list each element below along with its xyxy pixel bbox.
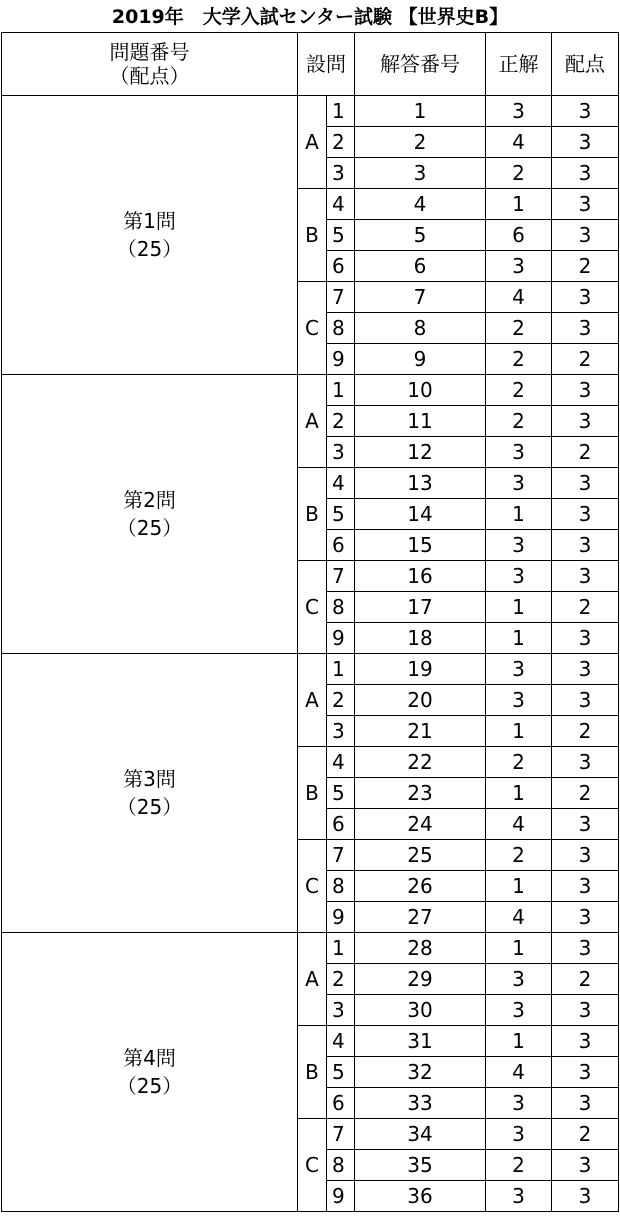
section-letter-cell: B <box>298 1026 327 1119</box>
points-cell: 3 <box>552 933 619 964</box>
answer-number-cell: 6 <box>355 251 486 282</box>
points-cell: 2 <box>552 1119 619 1150</box>
correct-answer-cell: 3 <box>486 468 552 499</box>
answer-number-cell: 14 <box>355 499 486 530</box>
header-correct: 正解 <box>486 33 552 96</box>
table-row <box>2 375 619 406</box>
sub-question-number-cell: 7 <box>327 561 355 592</box>
section-letter-cell: A <box>298 375 327 468</box>
correct-answer-cell: 4 <box>486 809 552 840</box>
points-cell: 3 <box>552 902 619 933</box>
correct-answer-cell: 3 <box>486 995 552 1026</box>
header-question-number <box>2 33 298 96</box>
points-cell: 3 <box>552 871 619 902</box>
answer-number-cell: 36 <box>355 1181 486 1212</box>
question-group-cell <box>2 654 298 933</box>
header-points: 配点 <box>552 33 619 96</box>
points-cell: 2 <box>552 592 619 623</box>
sub-question-number-cell: 1 <box>327 933 355 964</box>
sub-question-number-cell: 6 <box>327 530 355 561</box>
question-group-label: 第2問 <box>123 488 176 512</box>
correct-answer-cell: 3 <box>486 1119 552 1150</box>
points-cell: 3 <box>552 406 619 437</box>
points-cell: 3 <box>552 468 619 499</box>
points-cell: 3 <box>552 809 619 840</box>
correct-answer-cell: 4 <box>486 902 552 933</box>
points-cell: 3 <box>552 158 619 189</box>
points-cell: 3 <box>552 313 619 344</box>
answer-number-cell: 28 <box>355 933 486 964</box>
sub-question-number-cell: 3 <box>327 158 355 189</box>
answer-number-cell: 5 <box>355 220 486 251</box>
sub-question-number-cell: 2 <box>327 685 355 716</box>
section-letter-cell: C <box>298 840 327 933</box>
correct-answer-cell: 1 <box>486 499 552 530</box>
correct-answer-cell: 2 <box>486 840 552 871</box>
answer-number-cell: 18 <box>355 623 486 654</box>
sub-question-number-cell: 4 <box>327 1026 355 1057</box>
correct-answer-cell: 3 <box>486 1181 552 1212</box>
answer-number-cell: 13 <box>355 468 486 499</box>
header-row <box>2 33 619 96</box>
question-group-label: 第1問 <box>123 209 176 233</box>
answer-number-cell: 25 <box>355 840 486 871</box>
section-letter-cell: C <box>298 561 327 654</box>
section-letter-cell: A <box>298 933 327 1026</box>
header-question-number-label: 問題番号 <box>109 40 190 64</box>
points-cell: 3 <box>552 220 619 251</box>
correct-answer-cell: 2 <box>486 747 552 778</box>
correct-answer-cell: 2 <box>486 158 552 189</box>
sub-question-number-cell: 7 <box>327 282 355 313</box>
points-cell: 3 <box>552 561 619 592</box>
sub-question-number-cell: 3 <box>327 716 355 747</box>
sub-question-number-cell: 9 <box>327 623 355 654</box>
sub-question-number-cell: 1 <box>327 375 355 406</box>
points-cell: 3 <box>552 127 619 158</box>
points-cell: 3 <box>552 840 619 871</box>
answer-number-cell: 10 <box>355 375 486 406</box>
correct-answer-cell: 3 <box>486 654 552 685</box>
answer-number-cell: 30 <box>355 995 486 1026</box>
question-group-cell <box>2 375 298 654</box>
points-cell: 2 <box>552 251 619 282</box>
sub-question-number-cell: 9 <box>327 1181 355 1212</box>
answer-number-cell: 4 <box>355 189 486 220</box>
correct-answer-cell: 1 <box>486 778 552 809</box>
points-cell: 3 <box>552 747 619 778</box>
answer-number-cell: 26 <box>355 871 486 902</box>
answer-number-cell: 17 <box>355 592 486 623</box>
answer-number-cell: 21 <box>355 716 486 747</box>
correct-answer-cell: 3 <box>486 530 552 561</box>
sub-question-number-cell: 4 <box>327 468 355 499</box>
correct-answer-cell: 4 <box>486 282 552 313</box>
answer-number-cell: 20 <box>355 685 486 716</box>
answer-number-cell: 32 <box>355 1057 486 1088</box>
question-group-cell <box>2 96 298 375</box>
correct-answer-cell: 1 <box>486 933 552 964</box>
correct-answer-cell: 4 <box>486 127 552 158</box>
table-row <box>2 933 619 964</box>
sub-question-number-cell: 3 <box>327 437 355 468</box>
points-cell: 3 <box>552 96 619 127</box>
points-cell: 2 <box>552 344 619 375</box>
points-cell: 3 <box>552 1026 619 1057</box>
points-cell: 2 <box>552 964 619 995</box>
answer-number-cell: 16 <box>355 561 486 592</box>
answer-number-cell: 9 <box>355 344 486 375</box>
points-cell: 2 <box>552 716 619 747</box>
correct-answer-cell: 3 <box>486 685 552 716</box>
answer-number-cell: 15 <box>355 530 486 561</box>
answer-number-cell: 35 <box>355 1150 486 1181</box>
answer-number-cell: 31 <box>355 1026 486 1057</box>
sub-question-number-cell: 5 <box>327 1057 355 1088</box>
points-cell: 3 <box>552 189 619 220</box>
correct-answer-cell: 3 <box>486 561 552 592</box>
answer-number-cell: 29 <box>355 964 486 995</box>
sub-question-number-cell: 9 <box>327 344 355 375</box>
correct-answer-cell: 1 <box>486 189 552 220</box>
sub-question-number-cell: 5 <box>327 220 355 251</box>
sub-question-number-cell: 6 <box>327 251 355 282</box>
header-answer-number: 解答番号 <box>355 33 486 96</box>
answer-number-cell: 1 <box>355 96 486 127</box>
section-letter-cell: B <box>298 189 327 282</box>
answer-number-cell: 2 <box>355 127 486 158</box>
sub-question-number-cell: 1 <box>327 96 355 127</box>
points-cell: 2 <box>552 778 619 809</box>
question-group-label: 第3問 <box>123 767 176 791</box>
answer-number-cell: 33 <box>355 1088 486 1119</box>
correct-answer-cell: 2 <box>486 406 552 437</box>
sub-question-number-cell: 5 <box>327 778 355 809</box>
sub-question-number-cell: 6 <box>327 809 355 840</box>
header-sub-question: 設問 <box>298 33 355 96</box>
section-letter-cell: B <box>298 747 327 840</box>
points-cell: 3 <box>552 282 619 313</box>
correct-answer-cell: 1 <box>486 871 552 902</box>
points-cell: 3 <box>552 375 619 406</box>
sub-question-number-cell: 8 <box>327 592 355 623</box>
points-cell: 2 <box>552 437 619 468</box>
question-group-points: （25） <box>116 795 183 819</box>
sub-question-number-cell: 4 <box>327 747 355 778</box>
correct-answer-cell: 6 <box>486 220 552 251</box>
points-cell: 3 <box>552 654 619 685</box>
sub-question-number-cell: 5 <box>327 499 355 530</box>
correct-answer-cell: 1 <box>486 623 552 654</box>
points-cell: 3 <box>552 499 619 530</box>
question-group-points: （25） <box>116 237 183 261</box>
answer-number-cell: 19 <box>355 654 486 685</box>
sub-question-number-cell: 6 <box>327 1088 355 1119</box>
correct-answer-cell: 1 <box>486 592 552 623</box>
correct-answer-cell: 2 <box>486 1150 552 1181</box>
answer-number-cell: 3 <box>355 158 486 189</box>
sub-question-number-cell: 8 <box>327 1150 355 1181</box>
points-cell: 3 <box>552 1150 619 1181</box>
answer-number-cell: 7 <box>355 282 486 313</box>
correct-answer-cell: 3 <box>486 251 552 282</box>
sub-question-number-cell: 2 <box>327 964 355 995</box>
answer-number-cell: 34 <box>355 1119 486 1150</box>
sub-question-number-cell: 1 <box>327 654 355 685</box>
table-row <box>2 654 619 685</box>
page-title: 2019年 大学入試センター試験 【世界史B】 <box>111 6 509 28</box>
points-cell: 3 <box>552 1088 619 1119</box>
points-cell: 3 <box>552 1057 619 1088</box>
correct-answer-cell: 3 <box>486 1088 552 1119</box>
sub-question-number-cell: 7 <box>327 840 355 871</box>
points-cell: 3 <box>552 1181 619 1212</box>
section-letter-cell: C <box>298 282 327 375</box>
correct-answer-cell: 2 <box>486 344 552 375</box>
points-cell: 3 <box>552 685 619 716</box>
correct-answer-cell: 4 <box>486 1057 552 1088</box>
section-letter-cell: B <box>298 468 327 561</box>
sub-question-number-cell: 2 <box>327 127 355 158</box>
sub-question-number-cell: 8 <box>327 871 355 902</box>
points-cell: 3 <box>552 995 619 1026</box>
question-group-points: （25） <box>116 1074 183 1098</box>
answer-table <box>1 32 619 1212</box>
sub-question-number-cell: 7 <box>327 1119 355 1150</box>
section-letter-cell: A <box>298 654 327 747</box>
sub-question-number-cell: 4 <box>327 189 355 220</box>
correct-answer-cell: 3 <box>486 964 552 995</box>
sub-question-number-cell: 9 <box>327 902 355 933</box>
sub-question-number-cell: 3 <box>327 995 355 1026</box>
points-cell: 3 <box>552 530 619 561</box>
correct-answer-cell: 1 <box>486 716 552 747</box>
question-group-points: （25） <box>116 516 183 540</box>
section-letter-cell: A <box>298 96 327 189</box>
section-letter-cell: C <box>298 1119 327 1212</box>
answer-number-cell: 24 <box>355 809 486 840</box>
answer-number-cell: 11 <box>355 406 486 437</box>
sub-question-number-cell: 2 <box>327 406 355 437</box>
correct-answer-cell: 2 <box>486 375 552 406</box>
correct-answer-cell: 3 <box>486 96 552 127</box>
correct-answer-cell: 2 <box>486 313 552 344</box>
answer-number-cell: 22 <box>355 747 486 778</box>
table-body <box>2 96 619 1212</box>
question-group-cell <box>2 933 298 1212</box>
question-group-label: 第4問 <box>123 1046 176 1070</box>
answer-number-cell: 23 <box>355 778 486 809</box>
answer-number-cell: 12 <box>355 437 486 468</box>
answer-number-cell: 8 <box>355 313 486 344</box>
points-cell: 3 <box>552 623 619 654</box>
header-points-label: （配点） <box>109 64 190 88</box>
sub-question-number-cell: 8 <box>327 313 355 344</box>
correct-answer-cell: 3 <box>486 437 552 468</box>
answer-number-cell: 27 <box>355 902 486 933</box>
table-row <box>2 96 619 127</box>
correct-answer-cell: 1 <box>486 1026 552 1057</box>
